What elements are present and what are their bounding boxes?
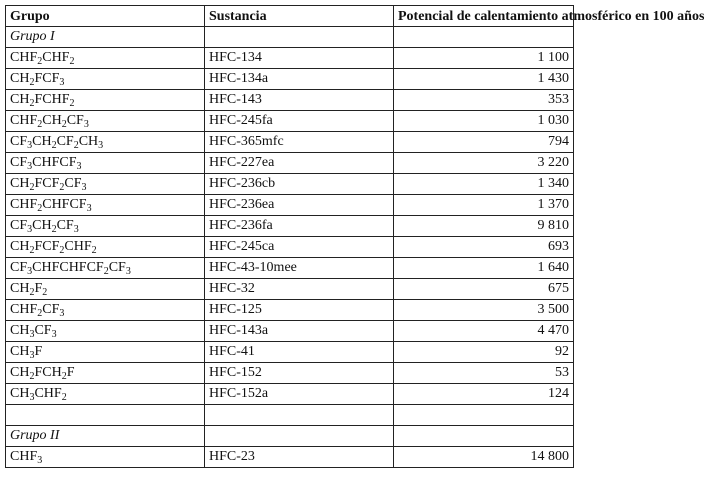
gwp-value-cell: 3 500 [394, 300, 574, 321]
table-row [6, 258, 574, 279]
table-row [6, 279, 574, 300]
gwp-value-cell: 353 [394, 90, 574, 111]
empty-cell [394, 426, 574, 447]
substance-cell: HFC-236fa [205, 216, 394, 237]
table-row [6, 342, 574, 363]
table-row [6, 363, 574, 384]
substance-cell: HFC-236ea [205, 195, 394, 216]
substance-cell: HFC-245fa [205, 111, 394, 132]
empty-cell [205, 405, 394, 426]
formula-cell: $CH_2FCF_2CF_3$ [6, 174, 205, 195]
table-row [6, 69, 574, 90]
formula-cell: $CF_3CH_2CF_2CH_3$ [6, 132, 205, 153]
formula-cell: $CHF_2CHF_2$ [6, 48, 205, 69]
formula-cell: $CH_2F_2$ [6, 279, 205, 300]
table-row [6, 195, 574, 216]
substance-cell: HFC-245ca [205, 237, 394, 258]
formula-cell: $CHF_2CF_3$ [6, 300, 205, 321]
group-ii-row [6, 426, 574, 447]
table-row [6, 237, 574, 258]
substance-cell: HFC-43-10mee [205, 258, 394, 279]
header-sustancia: Sustancia [205, 6, 394, 27]
formula-cell: $CH_2FCH_2F$ [6, 363, 205, 384]
gwp-value-cell: 14 800 [394, 447, 574, 468]
formula-cell: $CH_2FCHF_2$ [6, 90, 205, 111]
gwp-value-cell: 9 810 [394, 216, 574, 237]
substance-cell: HFC-32 [205, 279, 394, 300]
substance-cell: HFC-134 [205, 48, 394, 69]
empty-cell [205, 426, 394, 447]
formula-cell: $CF_3CHFCHFCF_2CF_3$ [6, 258, 205, 279]
header-row [6, 6, 574, 27]
substance-cell: HFC-152a [205, 384, 394, 405]
formula-cell: $CHF_2CHFCF_3$ [6, 195, 205, 216]
formula-cell: $CHF_3$ [6, 447, 205, 468]
formula-cell: $CH_2FCF_3$ [6, 69, 205, 90]
group-i-row [6, 27, 574, 48]
gwp-value-cell: 1 370 [394, 195, 574, 216]
formula-cell: $CF_3CH_2CF_3$ [6, 216, 205, 237]
table-row [6, 216, 574, 237]
table-row [6, 384, 574, 405]
header-grupo: Grupo [6, 6, 205, 27]
formula-cell: $CHF_2CH_2CF_3$ [6, 111, 205, 132]
gwp-value-cell: 3 220 [394, 153, 574, 174]
gwp-value-cell: 1 030 [394, 111, 574, 132]
substance-cell: HFC-236cb [205, 174, 394, 195]
gwp-value-cell: 4 470 [394, 321, 574, 342]
formula-cell: $CH_3CF_3$ [6, 321, 205, 342]
table-row [6, 153, 574, 174]
table-row [6, 300, 574, 321]
gwp-value-cell: 794 [394, 132, 574, 153]
gwp-value-cell: 53 [394, 363, 574, 384]
table-row [6, 321, 574, 342]
gwp-value-cell: 124 [394, 384, 574, 405]
table-row [6, 48, 574, 69]
substance-cell: HFC-152 [205, 363, 394, 384]
table-row [6, 90, 574, 111]
gwp-table [5, 5, 704, 468]
gwp-value-cell: 1 640 [394, 258, 574, 279]
substance-cell: HFC-143a [205, 321, 394, 342]
table-row [6, 111, 574, 132]
table-row [6, 174, 574, 195]
group-i-label: Grupo I [6, 27, 205, 48]
table-row [6, 447, 574, 468]
formula-cell: $CH_2FCF_2CHF_2$ [6, 237, 205, 258]
empty-cell [6, 405, 205, 426]
substance-cell: HFC-227ea [205, 153, 394, 174]
empty-cell [394, 27, 574, 48]
formula-cell: $CH_3CHF_2$ [6, 384, 205, 405]
group-ii-label: Grupo II [6, 426, 205, 447]
table-row [6, 132, 574, 153]
empty-cell [205, 27, 394, 48]
gwp-value-cell: 92 [394, 342, 574, 363]
substance-cell: HFC-23 [205, 447, 394, 468]
substance-cell: HFC-125 [205, 300, 394, 321]
substance-cell: HFC-134a [205, 69, 394, 90]
substance-cell: HFC-365mfc [205, 132, 394, 153]
header-potencial: Potencial de calentamiento atmosférico en 100 años [394, 6, 574, 27]
empty-cell [394, 405, 574, 426]
substance-cell: HFC-143 [205, 90, 394, 111]
gwp-value-cell: 1 100 [394, 48, 574, 69]
formula-cell: $CH_3F$ [6, 342, 205, 363]
gwp-value-cell: 1 430 [394, 69, 574, 90]
formula-cell: $CF_3CHFCF_3$ [6, 153, 205, 174]
gwp-value-cell: 1 340 [394, 174, 574, 195]
substance-cell: HFC-41 [205, 342, 394, 363]
gwp-value-cell: 675 [394, 279, 574, 300]
blank-row [6, 405, 574, 426]
gwp-value-cell: 693 [394, 237, 574, 258]
